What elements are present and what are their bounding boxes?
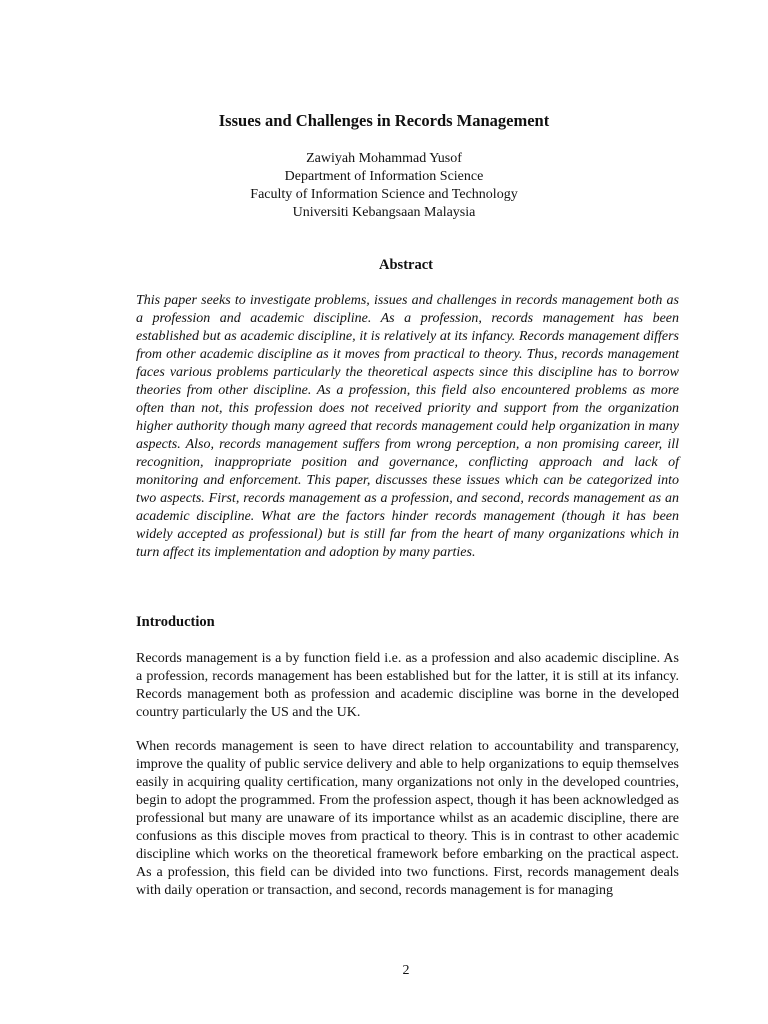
abstract-text: This paper seeks to investigate problems, issues and challenges in records management both as a profession and academic discipline. As a profession, records management has been established but as academic discipline, it is relatively at its infancy. Records management differs from other academic discipline as it moves from practical to theory. Thus, records management faces various problems particularly the theoretical aspects since this discipline has to borrow theories from other discipline. As a profession, this field also encountered problems as more often than not, this profession does not received priority and support from the organization higher authority though many agreed that records management could help organization in many aspects. Also, records management suffers from wrong perception, a non promising career, ill recognition, inappropriate position and governance, conflicting approach and lack of monitoring and enforcement. This paper, discusses these issues which can be categorized into two aspects. First, records management as a profession, and second, records management as an academic discipline. What are the factors hinder records management (though it has been widely accepted as professional) but is still far from the heart of many organizations which in turn affect its implementation and adoption by many parties. (136, 293, 679, 560)
introduction-paragraph-1: Records management is a by function field i.e. as a profession and also academic discipline. As a profession, records management has been established but for the latter, it is still at its infancy. Records management both as profession and academic discipline was borne in the developed country particularly the US and the UK. (136, 651, 679, 720)
abstract-heading: Abstract (379, 257, 433, 273)
author-faculty: Faculty of Information Science and Technology (250, 187, 518, 202)
author-block (0, 150, 768, 222)
paper-title: Issues and Challenges in Records Management (218, 111, 550, 130)
author-name: Zawiyah Mohammad Yusof (306, 151, 462, 166)
page-number: 2 (402, 963, 410, 978)
author-university: Universiti Kebangsaan Malaysia (292, 205, 476, 220)
introduction-heading: Introduction (136, 614, 215, 630)
author-department: Department of Information Science (284, 169, 484, 184)
introduction-paragraph-2: When records management is seen to have direct relation to accountability and transparency, improve the quality of public service delivery and able to help organizations to equip themselves easily in acquiring quality certification, many organizations not only in the developed countries, begin to adopt the programmed. From the profession aspect, though it has been acknowledged as professional but many are unaware of its importance whilst as an academic discipline, there are confusions as this disciple moves from practical to theory. This is in contrast to other academic discipline which works on the theoretical framework before embarking on the practical aspect. As a profession, this field can be divided into two functions. First, records management deals with daily operation or transaction, and second, records management is for managing (136, 739, 679, 898)
